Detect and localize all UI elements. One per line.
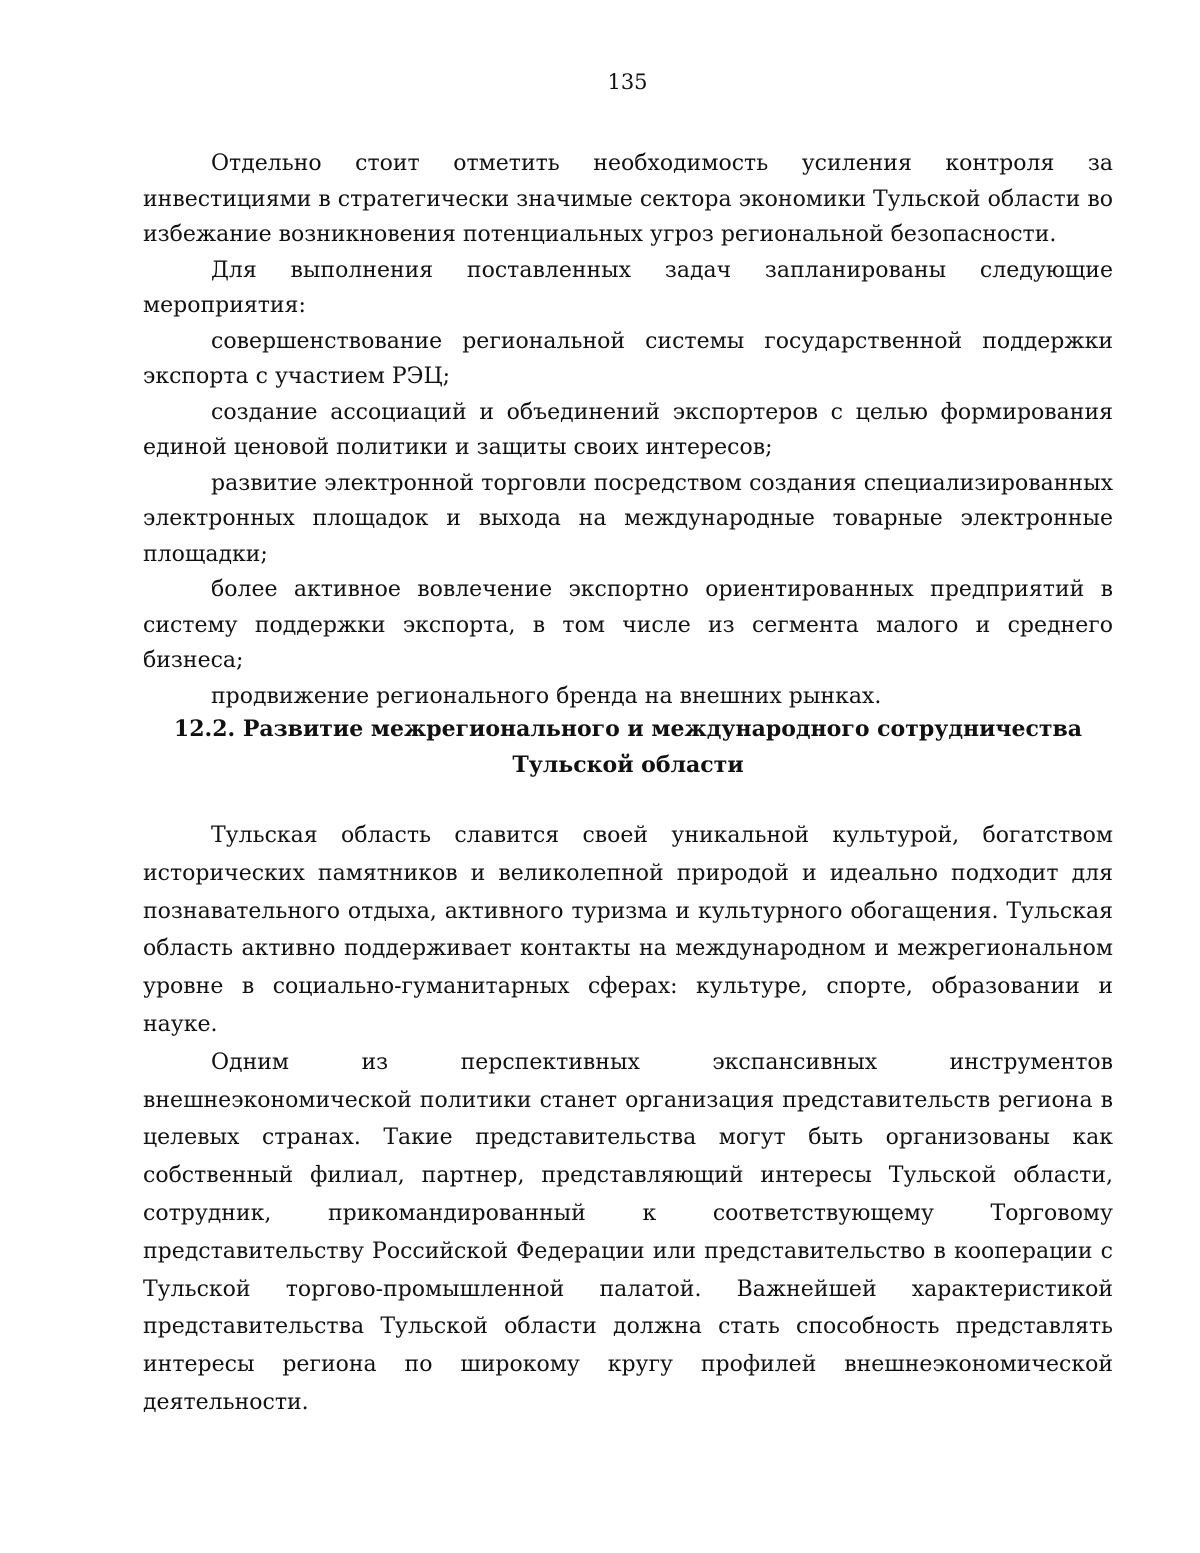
list-item: развитие электронной торговли посредством создания специализированных электронных площадок и выхода на международные товарные электронные площадки; bbox=[143, 470, 1113, 567]
list-item: продвижение регионального бренда на внешних рынках. bbox=[211, 683, 882, 709]
section-1-body bbox=[143, 146, 1113, 714]
paragraph: Отдельно стоит отметить необходимость усиления контроля за инвестициями в стратегически значимые сектора экономики Тульской области во избежание возникновения потенциальных угроз региональной безопасности. bbox=[143, 151, 1113, 247]
list-item: совершенствование региональной системы государственной поддержки экспорта с участием РЭЦ; bbox=[143, 328, 1113, 389]
section-heading bbox=[143, 711, 1113, 783]
list-item: более активное вовлечение экспортно ориентированных предприятий в систему поддержки экспорта, в том числе из сегмента малого и среднего бизнеса; bbox=[143, 577, 1113, 673]
heading-line-1: 12.2. Развитие межрегионального и международного сотрудничества bbox=[173, 716, 1083, 742]
paragraph: Одним из перспективных экспансивных инструментов внешнеэкономической политики станет организация представительств региона в целевых странах. Такие представительства могут быть организованы как собственный филиал, партнер, представляющий интересы Тульской области, сотрудник, прикомандированный к соответствующему Торговому представительству Российской Федерации или представительство в кооперации с Тульской торгово-промышленной палатой. Важнейшей характеристикой представительства Тульской области должна стать способность представлять интересы региона по широкому кругу профилей внешнеэкономической деятельности. bbox=[143, 1049, 1113, 1415]
heading-line-2: Тульской области bbox=[512, 752, 744, 778]
list-item: создание ассоциаций и объединений экспортеров с целью формирования единой ценовой политики и защиты своих интересов; bbox=[143, 399, 1113, 460]
paragraph: Для выполнения поставленных задач запланированы следующие мероприятия: bbox=[143, 257, 1113, 318]
paragraph: Тульская область славится своей уникальной культурой, богатством исторических памятников и великолепной природой и идеально подходит для познавательного отдыха, активного туризма и культурного обогащения. Тульская область активно поддерживает контакты на международном и межрегиональном уровне в социально-гуманитарных сферах: культуре, спорте, образовании и науке. bbox=[143, 823, 1113, 1037]
page-number: 135 bbox=[607, 70, 648, 94]
section-2-body bbox=[143, 817, 1113, 1422]
